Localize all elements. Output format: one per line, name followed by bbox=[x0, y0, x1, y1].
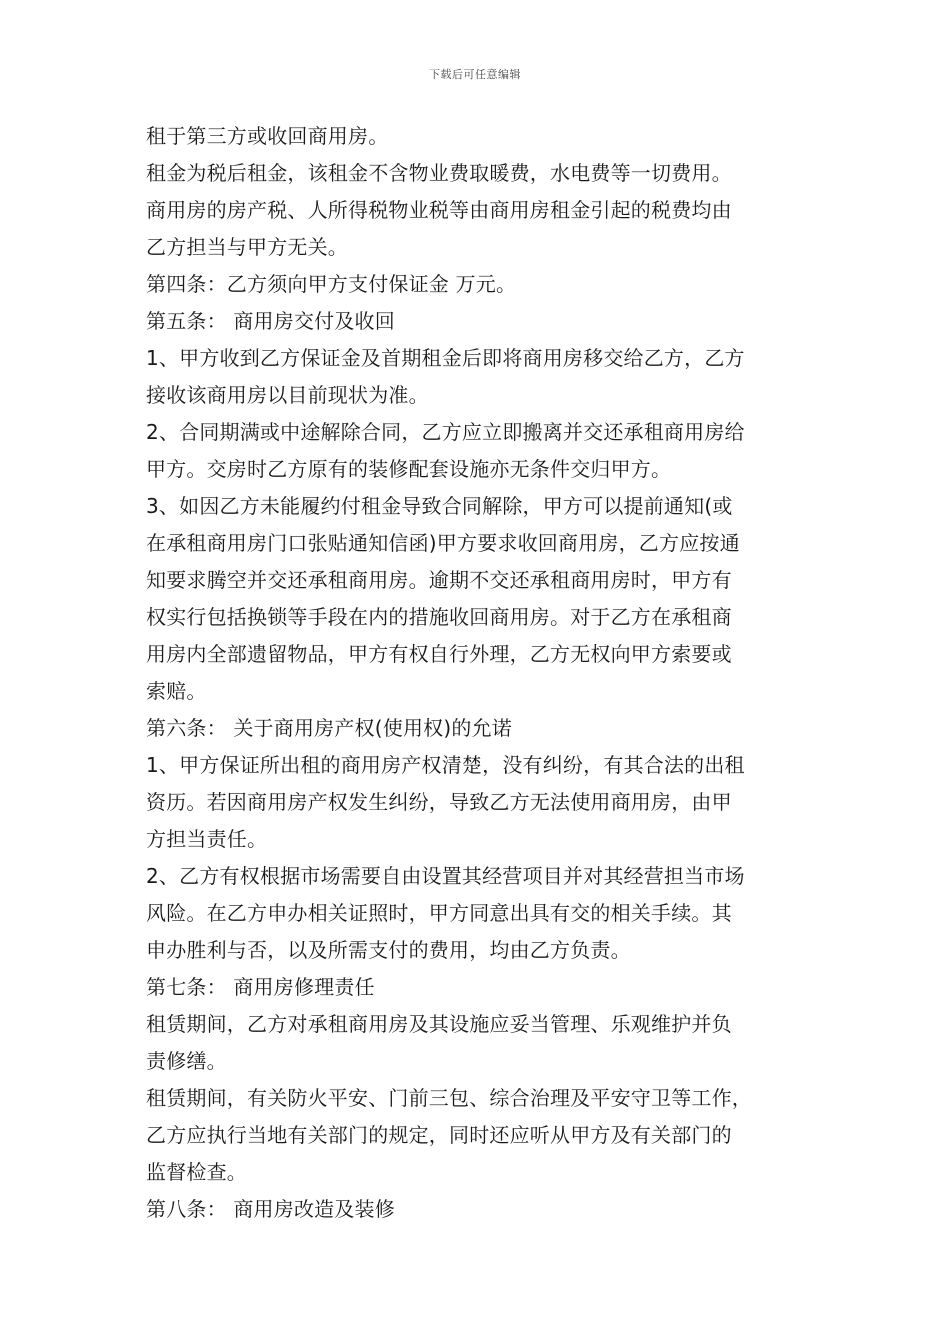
page-header: 下载后可任意编辑 bbox=[429, 68, 521, 81]
text-line: 索赔。 bbox=[146, 679, 207, 703]
text-line: 租赁期间，有关防火平安、门前三包、综合治理及平安守卫等工作， bbox=[146, 1086, 752, 1110]
article-heading: 第五条： 商用房交付及收回 bbox=[146, 309, 395, 333]
text-line: 知要求腾空并交还承租商用房。逾期不交还承租商用房时，甲方有 bbox=[146, 568, 732, 592]
text-line: 2、乙方有权根据市场需要自由设置其经营项目并对其经营担当市场 bbox=[146, 864, 745, 888]
text-line: 资历。若因商用房产权发生纠纷，导致乙方无法使用商用房，由甲 bbox=[146, 790, 732, 814]
text-line: 方担当责任。 bbox=[146, 827, 268, 851]
text-line: 用房内全部遗留物品，甲方有权自行外理，乙方无权向甲方索要或 bbox=[146, 642, 732, 666]
text-line: 风险。在乙方申办相关证照时，甲方同意出具有交的相关手续。其 bbox=[146, 901, 732, 925]
text-line: 责修缮。 bbox=[146, 1049, 227, 1073]
text-line: 商用房的房产税、人所得税物业税等由商用房租金引起的税费均由 bbox=[146, 198, 732, 222]
document-body bbox=[146, 118, 816, 1228]
text-line: 3、如因乙方未能履约付租金导致合同解除，甲方可以提前通知(或 bbox=[146, 494, 733, 518]
text-line: 1、甲方保证所出租的商用房产权清楚，没有纠纷，有其合法的出租 bbox=[146, 753, 745, 777]
text-line: 租于第三方或收回商用房。 bbox=[146, 124, 389, 148]
text-line: 乙方担当与甲方无关。 bbox=[146, 235, 348, 259]
text-line: 2、合同期满或中途解除合同，乙方应立即搬离并交还承租商用房给 bbox=[146, 420, 745, 444]
text-line: 租赁期间，乙方对承租商用房及其设施应妥当管理、乐观维护并负 bbox=[146, 1012, 732, 1036]
article-heading: 第七条： 商用房修理责任 bbox=[146, 975, 375, 999]
article-heading: 第八条： 商用房改造及装修 bbox=[146, 1197, 395, 1221]
text-line: 1、甲方收到乙方保证金及首期租金后即将商用房移交给乙方，乙方 bbox=[146, 346, 745, 370]
text-line: 甲方。交房时乙方原有的装修配套设施亦无条件交归甲方。 bbox=[146, 457, 672, 481]
text-line: 权实行包括换锁等手段在内的措施收回商用房。对于乙方在承租商 bbox=[146, 605, 732, 629]
text-line: 租金为税后租金，该租金不含物业费取暖费，水电费等一切费用。 bbox=[146, 161, 732, 185]
article-heading: 第四条：乙方须向甲方支付保证金 万元。 bbox=[146, 272, 517, 296]
text-line: 乙方应执行当地有关部门的规定，同时还应听从甲方及有关部门的 bbox=[146, 1123, 732, 1147]
article-heading: 第六条： 关于商用房产权(使用权)的允诺 bbox=[146, 716, 512, 740]
text-line: 接收该商用房以目前现状为准。 bbox=[146, 383, 429, 407]
text-line: 申办胜利与否，以及所需支付的费用，均由乙方负责。 bbox=[146, 938, 631, 962]
text-line: 在承租商用房门口张贴通知信函)甲方要求收回商用房，乙方应按通 bbox=[146, 531, 740, 555]
text-line: 监督检查。 bbox=[146, 1160, 247, 1184]
